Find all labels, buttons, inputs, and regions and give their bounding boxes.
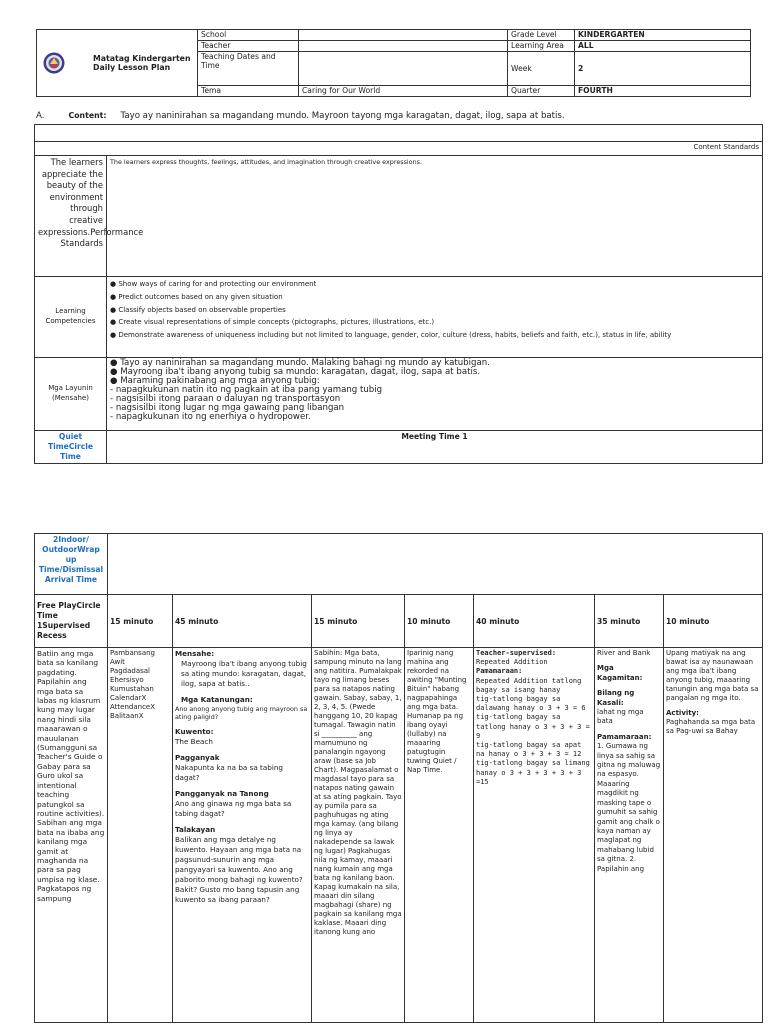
dates-label: Teaching Dates and Time [198, 52, 299, 86]
routine-item: Pagdadasal [110, 667, 150, 675]
routine-item: Ehersisyo [110, 676, 144, 684]
pamamaraan-label: Pamamaraan: [476, 667, 523, 676]
school-label: School [198, 30, 299, 41]
supervised-activity [474, 648, 595, 1023]
pagganyak-label: Pagganyak [175, 753, 220, 762]
activity-text: Paghahanda sa mga bata sa Pag-uwi sa Bahay [666, 718, 756, 735]
grade-level-label: Grade Level [508, 30, 575, 41]
addition-line: tig-tatlong bagay sa dalawang hanay o 3 + 3 = 6 [476, 695, 586, 713]
duration-cell: 15 minuto [108, 595, 173, 648]
quiet-time-instructions: Iparinig nang mahina ang rekorded na awiting "Munting Bituin" habang nagpapahinga ang mga bata. Humanap pa ng ibang oyayi (lullaby) na maaaring patugtugin tuwing Quiet / Nap Time. [405, 648, 474, 1023]
duration-cell: 40 minuto [474, 595, 595, 648]
bilang-text: lahat ng mga bata [597, 708, 644, 726]
header-logo-cell [37, 30, 198, 97]
circle-time-details [173, 648, 312, 1023]
wrap-up-activity [664, 648, 763, 1023]
content-standards-label: Content Standards [35, 142, 763, 156]
spacer-row [35, 125, 763, 142]
objective-line: - nagsisilbi itong lugar ng mga gawaing pang libangan [110, 403, 345, 413]
talakayan-label: Talakayan [175, 825, 216, 834]
mensahe-text: Mayroong iba't ibang anyong tubig sa ating mundo: karagatan, dagat, ilog, sapa at batis.. [181, 659, 307, 688]
duration-cell: 45 minuto [173, 595, 312, 648]
duration-cell: 10 minuto [664, 595, 763, 648]
objective-line: - napagkukunan natin ito ng pagkain at iba pang yamang tubig [110, 385, 383, 395]
duration-cell: 35 minuto [595, 595, 664, 648]
routine-item: Kumustahan [110, 685, 154, 693]
outdoor-game [595, 648, 664, 1023]
plan-title: Matatag Kindergarten Daily Lesson Plan [93, 54, 191, 72]
content-marker: A. [36, 111, 45, 121]
game-steps: 1. Gumawa ng linya sa sahig sa gitna ng maluwag na espasyo. Maaaring magdikit ng masking tape o gumuhit sa sahig gamit ang chalk o kaya naman ay maglapat ng mahabang lubid sa gitna. 2. Papilahin ang [597, 742, 661, 873]
tanong-label: Pangganyak na Tanong [175, 789, 269, 798]
competency-item: ● Create visual representations of simple concepts (pictographs, pictures, illustrations, etc.) [110, 318, 435, 327]
routine-item: Pambansang Awit [110, 649, 156, 666]
game-title: River and Bank [597, 649, 651, 657]
objectives-label: Mga Layunin (Mensahe) [35, 358, 107, 431]
performance-standards-label: The learners appreciate the beauty of the environment through creative expressions.Performance Standards [35, 156, 107, 277]
school-value [299, 30, 508, 41]
duration-cell: 15 minuto [312, 595, 405, 648]
week-value: 2 [575, 52, 751, 86]
competency-item: ● Predict outcomes based on any given situation [110, 292, 283, 301]
competencies-label: Learning Competencies [35, 277, 107, 358]
deped-seal-icon [43, 52, 65, 74]
objective-line: - napagkukunan ito ng enerhiya o hydropower. [110, 412, 311, 422]
arrival-instructions: Batiin ang mga bata sa kanilang pagdating. Papilahin ang mga bata sa labas ng klasrum kung may lugar nang hindi sila maaarawan o mauulanan (Sumangguni sa Teacher's Guide o Gabay para sa Guro ukol sa intentional teaching patungkol sa routine activities). Sabihan ang mga bata na ibaba ang kanilang mga gamit at maghanda na para sa pag umpisa ng klase. Pagkatapos ng sampung [35, 648, 108, 1023]
content-label: Content: [68, 111, 107, 120]
routine-item: CalendarX [110, 694, 147, 702]
katanungan-text: Ano anong anyong tubig ang mayroon sa ating paligid? [175, 705, 308, 721]
kagamitan-label: Mga Kagamitan: [597, 664, 643, 682]
quiet-time-label: Quiet TimeCircle Time [35, 431, 107, 464]
tanong-text: Ano ang ginawa ng mga bata sa tabing dagat? [175, 799, 292, 818]
standards-table [34, 124, 763, 464]
header-table [36, 29, 751, 97]
wrap-up-empty [108, 534, 763, 595]
activities-table [34, 533, 763, 1023]
activity-label: Activity: [666, 709, 699, 717]
tema-label: Tema [198, 86, 299, 97]
competencies-list [107, 277, 763, 358]
bilang-label: Bilang ng Kasali: [597, 689, 635, 707]
addition-line: Repeated Addition tatlong bagay sa isang hanay [476, 676, 582, 694]
duration-cell: 10 minuto [405, 595, 474, 648]
grade-level-value: KINDERGARTEN [575, 30, 751, 41]
objectives-list [107, 358, 763, 431]
routine-item: BalitaanX [110, 712, 144, 720]
competency-item: ● Classify objects based on observable properties [110, 305, 286, 314]
game-pamamaraan-label: Pamamaraan: [597, 732, 652, 741]
tema-value: Caring for Our World [299, 86, 508, 97]
dates-value [299, 52, 508, 86]
routine-item: AttendanceX [110, 703, 156, 711]
objective-line: - nagsisilbi itong paraan o daluyan ng transportasyon [110, 394, 341, 404]
kuwento-text: The Beach [175, 737, 213, 746]
addition-line: tig-tatlong bagay sa tatlong hanay o 3 + 3 + 3 = 9 [476, 713, 590, 740]
objective-line: ● Mayroong iba't ibang anyong tubig sa mundo: karagatan, dagat, ilog, sapa at batis. [110, 367, 481, 377]
addition-line: tig-tatlong bagay sa limang hanay o 3 + 3 + 3 + 3 + 3 =15 [476, 759, 590, 786]
competency-item: ● Show ways of caring for and protecting our environment [110, 280, 317, 288]
pagganyak-text: Nakapunta ka na ba sa tabing dagat? [175, 763, 283, 782]
teacher-label: Teacher [198, 41, 299, 52]
katanungan-label: Mga Katanungan: [181, 695, 253, 704]
wrap-up-label: 2Indoor/ OutdoorWrap up Time/Dismissal Arrival Time [35, 534, 108, 595]
week-label: Week [508, 52, 575, 86]
quarter-label: Quarter [508, 86, 575, 97]
wrap-up-intro: Upang matiyak na ang bawat isa ay naunawaan ang mga iba't ibang anyong tubig, maaaring tanungin ang mga bata sa pangalan ng mga ito. [666, 649, 759, 702]
objective-line: ● Tayo ay naninirahan sa magandang mundo. Malaking bahagi ng mundo ay katubigan. [110, 358, 490, 368]
talakayan-text: Balikan ang mga detalye ng kuwento. Hayaan ang mga bata na pagsunud-sunurin ang mga pangyayari sa kuwento. Ano ang paborito mong bahagi ng kuwento? Bakit? Gusto mo bang tapusin ang kuwento sa ibang paraan? [175, 835, 303, 904]
content-text: Tayo ay naninirahan sa magandang mundo. Mayroon tayong mga karagatan, dagat, ilog, sapa at batis. [120, 111, 565, 121]
supervised-heading: Teacher-supervised: [476, 649, 557, 657]
performance-standards-text: The learners express thoughts, feelings, attitudes, and imagination through creative expressions. [107, 156, 763, 277]
meeting-time-label: Meeting Time 1 [107, 431, 763, 464]
objective-line: ● Maraming pakinabang ang mga anyong tubig: [110, 376, 320, 386]
supervised-topic: Repeated Addition [476, 658, 548, 667]
morning-routine-list [108, 648, 173, 1023]
kuwento-label: Kuwento: [175, 727, 214, 736]
content-line [36, 111, 565, 121]
quarter-value: FOURTH [575, 86, 751, 97]
addition-line: tig-tatlong bagay sa apat na hanay o 3 + 3 + 3 = 12 [476, 741, 582, 759]
learning-area-label: Learning Area [508, 41, 575, 52]
free-play-label: Free PlayCircle Time 1Supervised Recess [35, 595, 108, 648]
mensahe-label: Mensahe: [175, 649, 215, 658]
teacher-value [299, 41, 508, 52]
learning-area-value: ALL [575, 41, 751, 52]
competency-item: ● Demonstrate awareness of uniqueness including but not limited to language, gender, color, culture (dress, habits, beliefs and faith, etc.), status in life, ability [110, 331, 672, 340]
recess-instructions: Sabihin: Mga bata, sampung minuto na lang ang natitira. Pumalakpak tayo ng limang beses para sa natapos nating gawain. Sabay, sabay, 1, 2, 3, 4, 5. (Pwede hanggang 10, 20 kapag tumagal. Tawagin natin si __________ ang mamumuno ng panalangin ngayong araw (base sa Job Chart). Magpasalamat o magdasal tayo para sa natapos nating gawain at sa ating pagkain. Tayo ay pumila para sa paghuhugas ng ating mga kamay. (ang bilang ng linya ay nakadepende sa lawak ng lugar) Pagkahugas nila ng kamay, maaari nang kumain ang mga bata ng kanilang baon. Kapag kumakain na sila, maaari din silang magbahagi (share) ng pagkain sa kanilang mga kaklase. Maaari ding itanong kung ano [312, 648, 405, 1023]
